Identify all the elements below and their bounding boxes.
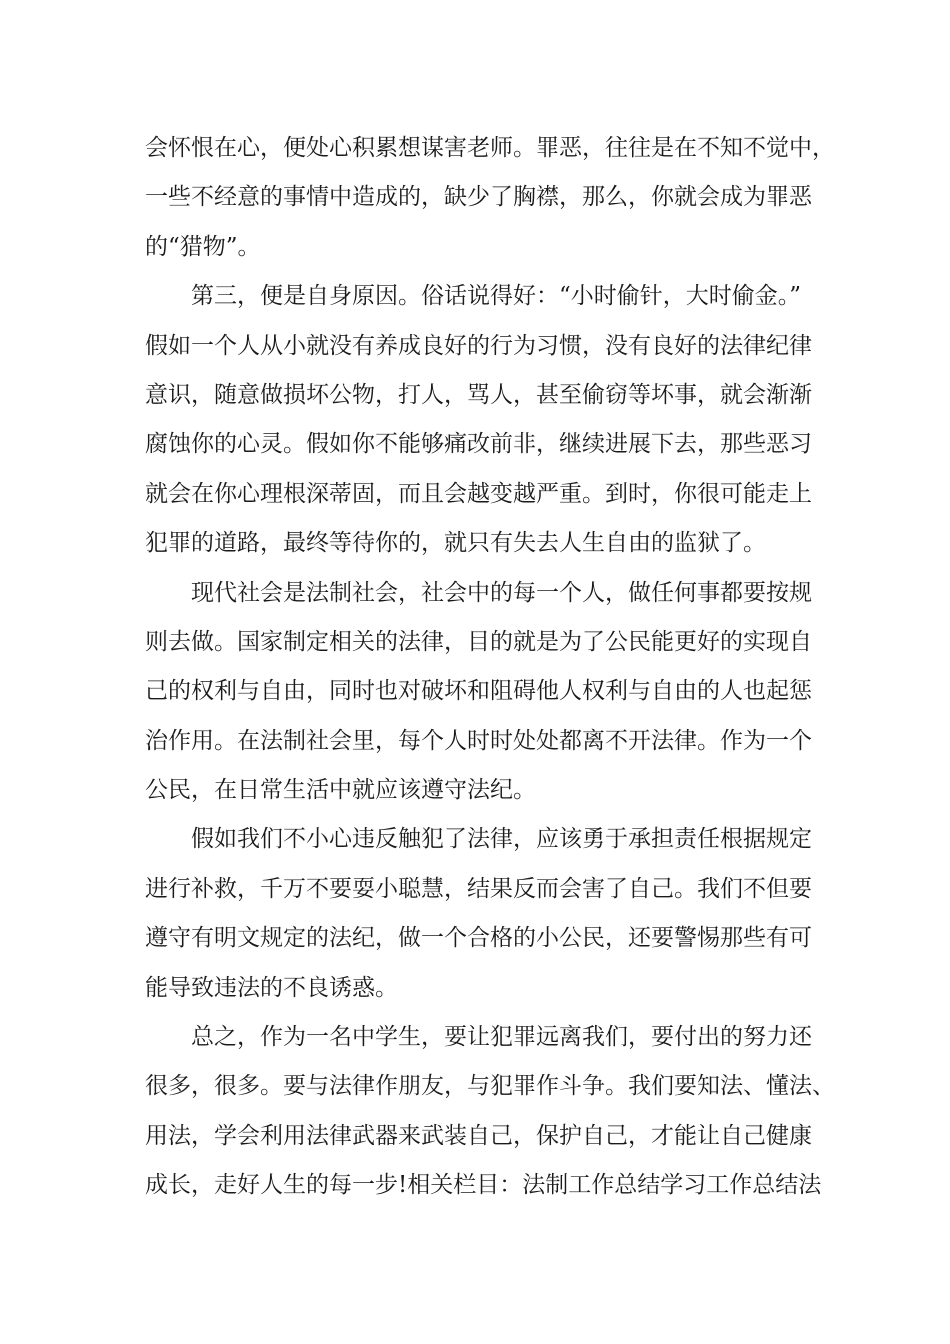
text-line: 能导致违法的不良诱惑。 (145, 974, 398, 1001)
paragraph-start-line: 假如我们不小心违反触犯了法律，应该勇于承担责任根据规定 (191, 826, 812, 853)
text-line: 公民，在日常生活中就应该遵守法纪。 (145, 777, 536, 804)
paragraph-start-line: 第三，便是自身原因。俗话说得好：“小时偷针，大时偷金。” (191, 283, 802, 310)
text-line: 就会在你心理根深蒂固，而且会越变越严重。到时，你很可能走上 (145, 480, 812, 507)
text-line: 会怀恨在心，便处心积累想谋害老师。罪恶，往往是在不知不觉中， (145, 135, 835, 161)
document-body (145, 124, 835, 1211)
text-line: 的“猎物”。 (145, 233, 261, 260)
text-line: 进行补救，千万不要耍小聪慧，结果反而会害了自己。我们不但要 (145, 875, 812, 902)
text-line: 成长，走好人生的每一步!相关栏目：法制工作总结学习工作总结法 (145, 1172, 822, 1199)
text-line: 很多，很多。要与法律作朋友，与犯罪作斗争。我们要知法、懂法、 (145, 1073, 835, 1100)
text-line: 遵守有明文规定的法纪，做一个合格的小公民，还要警惕那些有可 (145, 925, 812, 952)
text-line: 己的权利与自由，同时也对破坏和阻碍他人权利与自由的人也起惩 (145, 678, 812, 705)
paragraph-start-line: 现代社会是法制社会，社会中的每一个人，做任何事都要按规 (191, 579, 812, 606)
text-line: 则去做。国家制定相关的法律，目的就是为了公民能更好的实现自 (145, 628, 812, 655)
paragraph-start-line: 总之，作为一名中学生，要让犯罪远离我们，要付出的努力还 (191, 1024, 812, 1051)
text-line: 意识，随意做损坏公物，打人，骂人，甚至偷窃等坏事，就会渐渐 (145, 381, 812, 408)
text-line: 一些不经意的事情中造成的，缺少了胸襟，那么，你就会成为罪恶 (145, 184, 812, 211)
text-line: 用法，学会利用法律武器来武装自己，保护自己，才能让自己健康 (145, 1122, 812, 1149)
text-line: 假如一个人从小就没有养成良好的行为习惯，没有良好的法律纪律 (145, 332, 812, 359)
text-line: 治作用。在法制社会里，每个人时时处处都离不开法律。作为一个 (145, 727, 812, 754)
text-line: 犯罪的道路，最终等待你的，就只有失去人生自由的监狱了。 (145, 530, 766, 557)
text-line: 腐蚀你的心灵。假如你不能够痛改前非，继续进展下去，那些恶习 (145, 431, 812, 458)
